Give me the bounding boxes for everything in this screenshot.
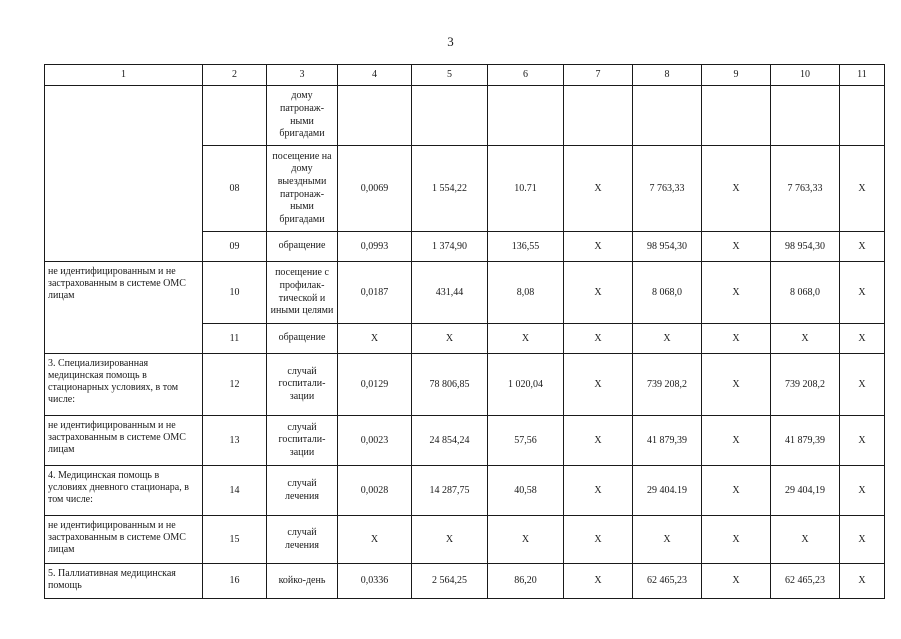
value-cell: X — [564, 324, 633, 354]
value-cell — [564, 86, 633, 146]
value-cell: X — [840, 516, 885, 564]
value-cell: 14 — [203, 466, 267, 516]
value-cell: X — [702, 232, 771, 262]
header-cell: 3 — [267, 65, 338, 86]
header-cell: 10 — [771, 65, 840, 86]
value-cell: X — [564, 416, 633, 466]
unit-cell: обращение — [267, 324, 338, 354]
table-row — [45, 86, 885, 146]
value-cell: 78 806,85 — [412, 354, 488, 416]
unit-cell: койко-день — [267, 564, 338, 599]
value-cell: 8 068,0 — [633, 262, 702, 324]
value-cell: 40,58 — [488, 466, 564, 516]
value-cell: 29 404.19 — [633, 466, 702, 516]
value-cell — [338, 86, 412, 146]
value-cell: X — [564, 466, 633, 516]
value-cell: X — [633, 324, 702, 354]
value-cell: 1 554,22 — [412, 146, 488, 232]
row-label-cell: 5. Паллиативная медицинская помощь — [45, 564, 203, 599]
value-cell: X — [702, 262, 771, 324]
value-cell — [840, 86, 885, 146]
table-row — [45, 466, 885, 516]
value-cell: 7 763,33 — [633, 146, 702, 232]
value-cell: 136,55 — [488, 232, 564, 262]
value-cell — [633, 86, 702, 146]
header-cell: 2 — [203, 65, 267, 86]
value-cell: 10 — [203, 262, 267, 324]
value-cell: 16 — [203, 564, 267, 599]
value-cell: X — [564, 262, 633, 324]
value-cell: 08 — [203, 146, 267, 232]
value-cell: 62 465,23 — [633, 564, 702, 599]
value-cell: 0,0129 — [338, 354, 412, 416]
row-label-cell: не идентифицированным и не застрахованным в системе ОМС лицам — [45, 262, 203, 354]
value-cell: X — [564, 232, 633, 262]
header-cell: 8 — [633, 65, 702, 86]
unit-cell: дому патронаж- ными бригадами — [267, 86, 338, 146]
value-cell — [702, 86, 771, 146]
value-cell: X — [564, 564, 633, 599]
value-cell: 0,0028 — [338, 466, 412, 516]
value-cell: 0,0023 — [338, 416, 412, 466]
value-cell — [203, 86, 267, 146]
value-cell: X — [840, 146, 885, 232]
value-cell: X — [840, 232, 885, 262]
value-cell: X — [840, 416, 885, 466]
value-cell: 1 020,04 — [488, 354, 564, 416]
unit-cell: случай госпитали- зации — [267, 354, 338, 416]
value-cell: X — [564, 146, 633, 232]
value-cell: X — [338, 516, 412, 564]
value-cell: X — [564, 516, 633, 564]
value-cell: 98 954,30 — [771, 232, 840, 262]
header-cell: 9 — [702, 65, 771, 86]
row-label-cell: не идентифицированным и не застрахованным в системе ОМС лицам — [45, 516, 203, 564]
value-cell: X — [840, 324, 885, 354]
value-cell: X — [702, 416, 771, 466]
header-cell: 7 — [564, 65, 633, 86]
value-cell: X — [702, 564, 771, 599]
table-row — [45, 564, 885, 599]
header-cell: 1 — [45, 65, 203, 86]
unit-cell: случай госпитали- зации — [267, 416, 338, 466]
unit-cell: посещение на дому выездными патронаж- ными бригадами — [267, 146, 338, 232]
value-cell: X — [702, 466, 771, 516]
value-cell: 10.71 — [488, 146, 564, 232]
value-cell: 13 — [203, 416, 267, 466]
unit-cell: случай лечения — [267, 516, 338, 564]
value-cell: X — [840, 354, 885, 416]
value-cell: X — [338, 324, 412, 354]
header-row — [45, 65, 885, 86]
row-label-cell: 3. Специализированная медицинская помощь в стационарных условиях, в том числе: — [45, 354, 203, 416]
row-label-cell: 4. Медицинская помощь в условиях дневного стационара, в том числе: — [45, 466, 203, 516]
value-cell: X — [702, 516, 771, 564]
value-cell: X — [412, 516, 488, 564]
value-cell: 0,0069 — [338, 146, 412, 232]
value-cell: 14 287,75 — [412, 466, 488, 516]
value-cell: X — [564, 354, 633, 416]
value-cell: 0,0336 — [338, 564, 412, 599]
value-cell: 8 068,0 — [771, 262, 840, 324]
value-cell: X — [702, 324, 771, 354]
data-table — [44, 64, 885, 599]
value-cell — [412, 86, 488, 146]
unit-cell: случай лечения — [267, 466, 338, 516]
value-cell: 431,44 — [412, 262, 488, 324]
value-cell: 57,56 — [488, 416, 564, 466]
value-cell: 15 — [203, 516, 267, 564]
value-cell: X — [840, 262, 885, 324]
header-cell: 5 — [412, 65, 488, 86]
value-cell: 12 — [203, 354, 267, 416]
table-row — [45, 354, 885, 416]
value-cell: 11 — [203, 324, 267, 354]
value-cell: 0,0187 — [338, 262, 412, 324]
value-cell — [488, 86, 564, 146]
unit-cell: обращение — [267, 232, 338, 262]
value-cell: 739 208,2 — [771, 354, 840, 416]
row-label-cell: не идентифицированным и не застрахованным в системе ОМС лицам — [45, 416, 203, 466]
value-cell: X — [840, 564, 885, 599]
value-cell — [771, 86, 840, 146]
value-cell: X — [771, 324, 840, 354]
value-cell: X — [633, 516, 702, 564]
value-cell: X — [412, 324, 488, 354]
value-cell: 41 879,39 — [771, 416, 840, 466]
value-cell: 09 — [203, 232, 267, 262]
value-cell: 739 208,2 — [633, 354, 702, 416]
header-cell: 6 — [488, 65, 564, 86]
value-cell: X — [488, 324, 564, 354]
value-cell: X — [702, 354, 771, 416]
page-number: 3 — [447, 34, 454, 49]
row-label-cell — [45, 86, 203, 262]
value-cell: 0,0993 — [338, 232, 412, 262]
value-cell: 98 954,30 — [633, 232, 702, 262]
value-cell: 1 374,90 — [412, 232, 488, 262]
value-cell: X — [771, 516, 840, 564]
table-row — [45, 516, 885, 564]
value-cell: 29 404,19 — [771, 466, 840, 516]
table-row — [45, 416, 885, 466]
value-cell: 8,08 — [488, 262, 564, 324]
value-cell: 62 465,23 — [771, 564, 840, 599]
table-row — [45, 262, 885, 324]
value-cell: X — [702, 146, 771, 232]
value-cell: 86,20 — [488, 564, 564, 599]
header-cell: 11 — [840, 65, 885, 86]
value-cell: 7 763,33 — [771, 146, 840, 232]
value-cell: 24 854,24 — [412, 416, 488, 466]
value-cell: X — [840, 466, 885, 516]
unit-cell: посещение с профилак- тической и иными целями — [267, 262, 338, 324]
header-cell: 4 — [338, 65, 412, 86]
value-cell: X — [488, 516, 564, 564]
value-cell: 2 564,25 — [412, 564, 488, 599]
value-cell: 41 879,39 — [633, 416, 702, 466]
